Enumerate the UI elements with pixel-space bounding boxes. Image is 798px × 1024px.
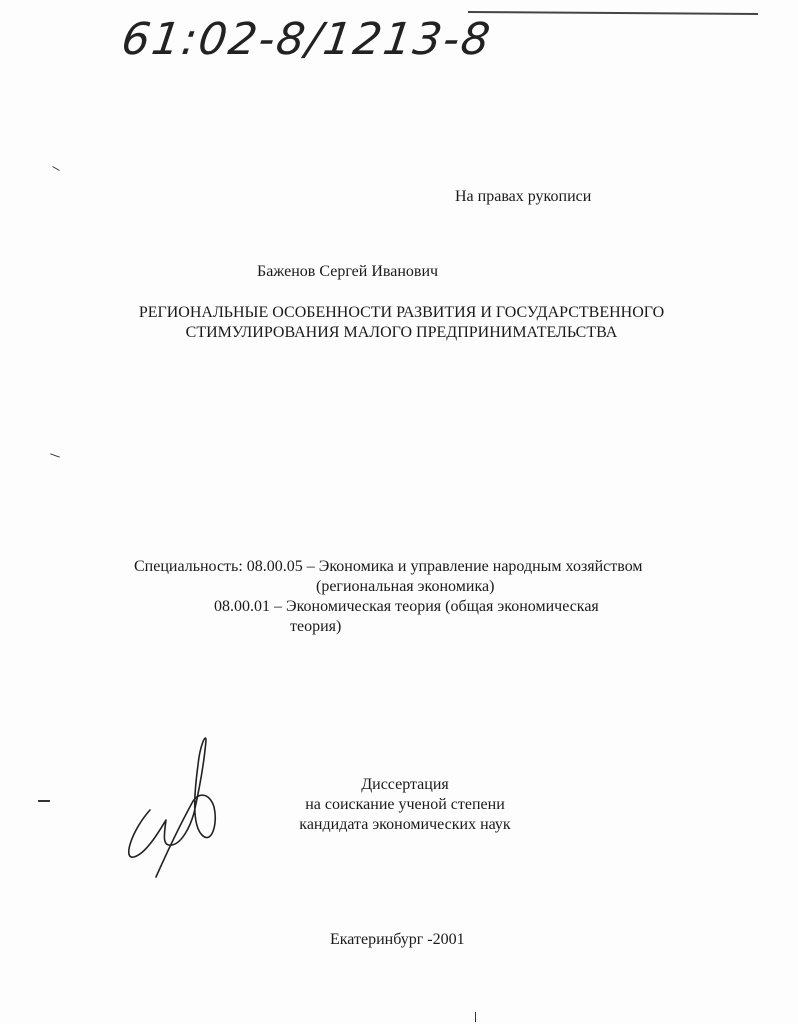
dissertation-line: Диссертация xyxy=(361,776,449,793)
top-rule-line xyxy=(468,11,758,15)
city-year: Екатеринбург -2001 xyxy=(330,931,465,948)
specialty-subline: (региональная экономика) xyxy=(316,578,495,595)
scan-speck xyxy=(475,1012,476,1022)
dissertation-line: на соискание ученой степени xyxy=(305,796,505,813)
thesis-title-line: СТИМУЛИРОВАНИЯ МАЛОГО ПРЕДПРИНИМАТЕЛЬСТВА xyxy=(185,324,618,341)
specialty-line: 08.00.01 – Экономическая теория (общая экономическая xyxy=(214,598,599,615)
handwritten-signature xyxy=(120,735,230,885)
specialty-line: Специальность: 08.00.05 – Экономика и управление народным хозяйством xyxy=(134,558,643,575)
thesis-title-line: РЕГИОНАЛЬНЫЕ ОСОБЕННОСТИ РАЗВИТИЯ И ГОСУДАРСТВЕННОГО xyxy=(138,304,665,321)
margin-mark xyxy=(38,800,50,802)
margin-mark xyxy=(50,453,60,457)
rights-notice: На правах рукописи xyxy=(455,188,592,205)
dissertation-block xyxy=(280,775,530,835)
thesis-title xyxy=(0,303,798,343)
dissertation-line: кандидата экономических наук xyxy=(299,816,511,833)
margin-mark xyxy=(52,166,59,171)
specialty-subline: теория) xyxy=(290,618,342,635)
author-name: Баженов Сергей Иванович xyxy=(257,263,439,280)
handwritten-catalog-code: 61:02-8/1213-8 xyxy=(118,14,495,65)
